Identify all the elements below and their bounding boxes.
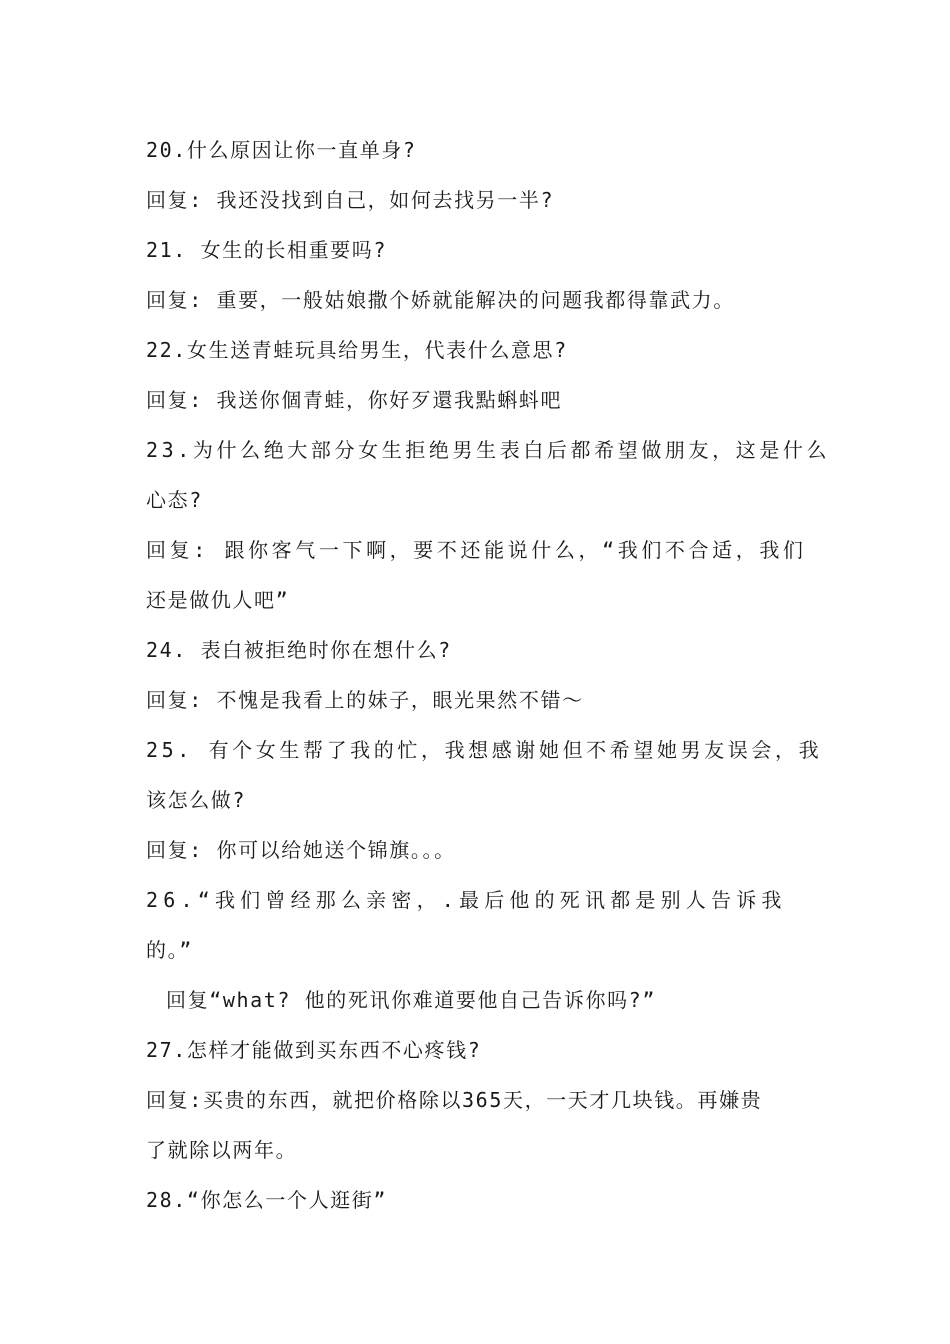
question-22: 22.女生送青蛙玩具给男生，代表什么意思? [146,338,568,362]
reply-26: 回复“what? 他的死讯你难道要他自己告诉你吗?” [166,988,656,1012]
question-23-line-1: 23.为什么绝大部分女生拒绝男生表白后都希望做朋友，这是什么 [146,438,831,462]
question-24: 24. 表白被拒绝时你在想什么? [146,638,452,662]
reply-25: 回复: 你可以给她送个锦旗。。。 [146,838,456,862]
question-28: 28.“你怎么一个人逛街” [146,1188,388,1212]
question-21: 21. 女生的长相重要吗? [146,238,388,262]
reply-27-line-1: 回复:买贵的东西，就把价格除以365天，一天才几块钱。再嫌贵 [146,1088,763,1112]
reply-23-line-2: 还是做仇人吧” [146,588,290,612]
question-27: 27.怎样才能做到买东西不心疼钱? [146,1038,482,1062]
reply-24: 回复: 不愧是我看上的妹子，眼光果然不错～ [146,688,584,712]
reply-27-line-2: 了就除以两年。 [146,1138,298,1162]
reply-20: 回复: 我还没找到自己，如何去找另一半? [146,188,555,212]
question-26-line-2: 的。” [146,938,193,962]
question-25-line-1: 25. 有个女生帮了我的忙，我想感谢她但不希望她男友误会，我 [146,738,823,762]
question-26-line-1: 26.“我们曾经那么亲密，.最后他的死讯都是别人告诉我 [146,888,787,912]
question-23-line-2: 心态? [146,488,203,512]
question-25-line-2: 该怎么做? [146,788,247,812]
question-20: 20.什么原因让你一直单身? [146,138,417,162]
reply-23-line-1: 回复: 跟你客气一下啊，要不还能说什么，“我们不合适，我们 [146,538,807,562]
reply-21: 回复: 重要，一般姑娘撒个娇就能解决的问题我都得靠武力。 [146,288,735,312]
reply-22: 回复: 我送你個青蛙，你好歹還我點蝌蚪吧 [146,388,563,412]
